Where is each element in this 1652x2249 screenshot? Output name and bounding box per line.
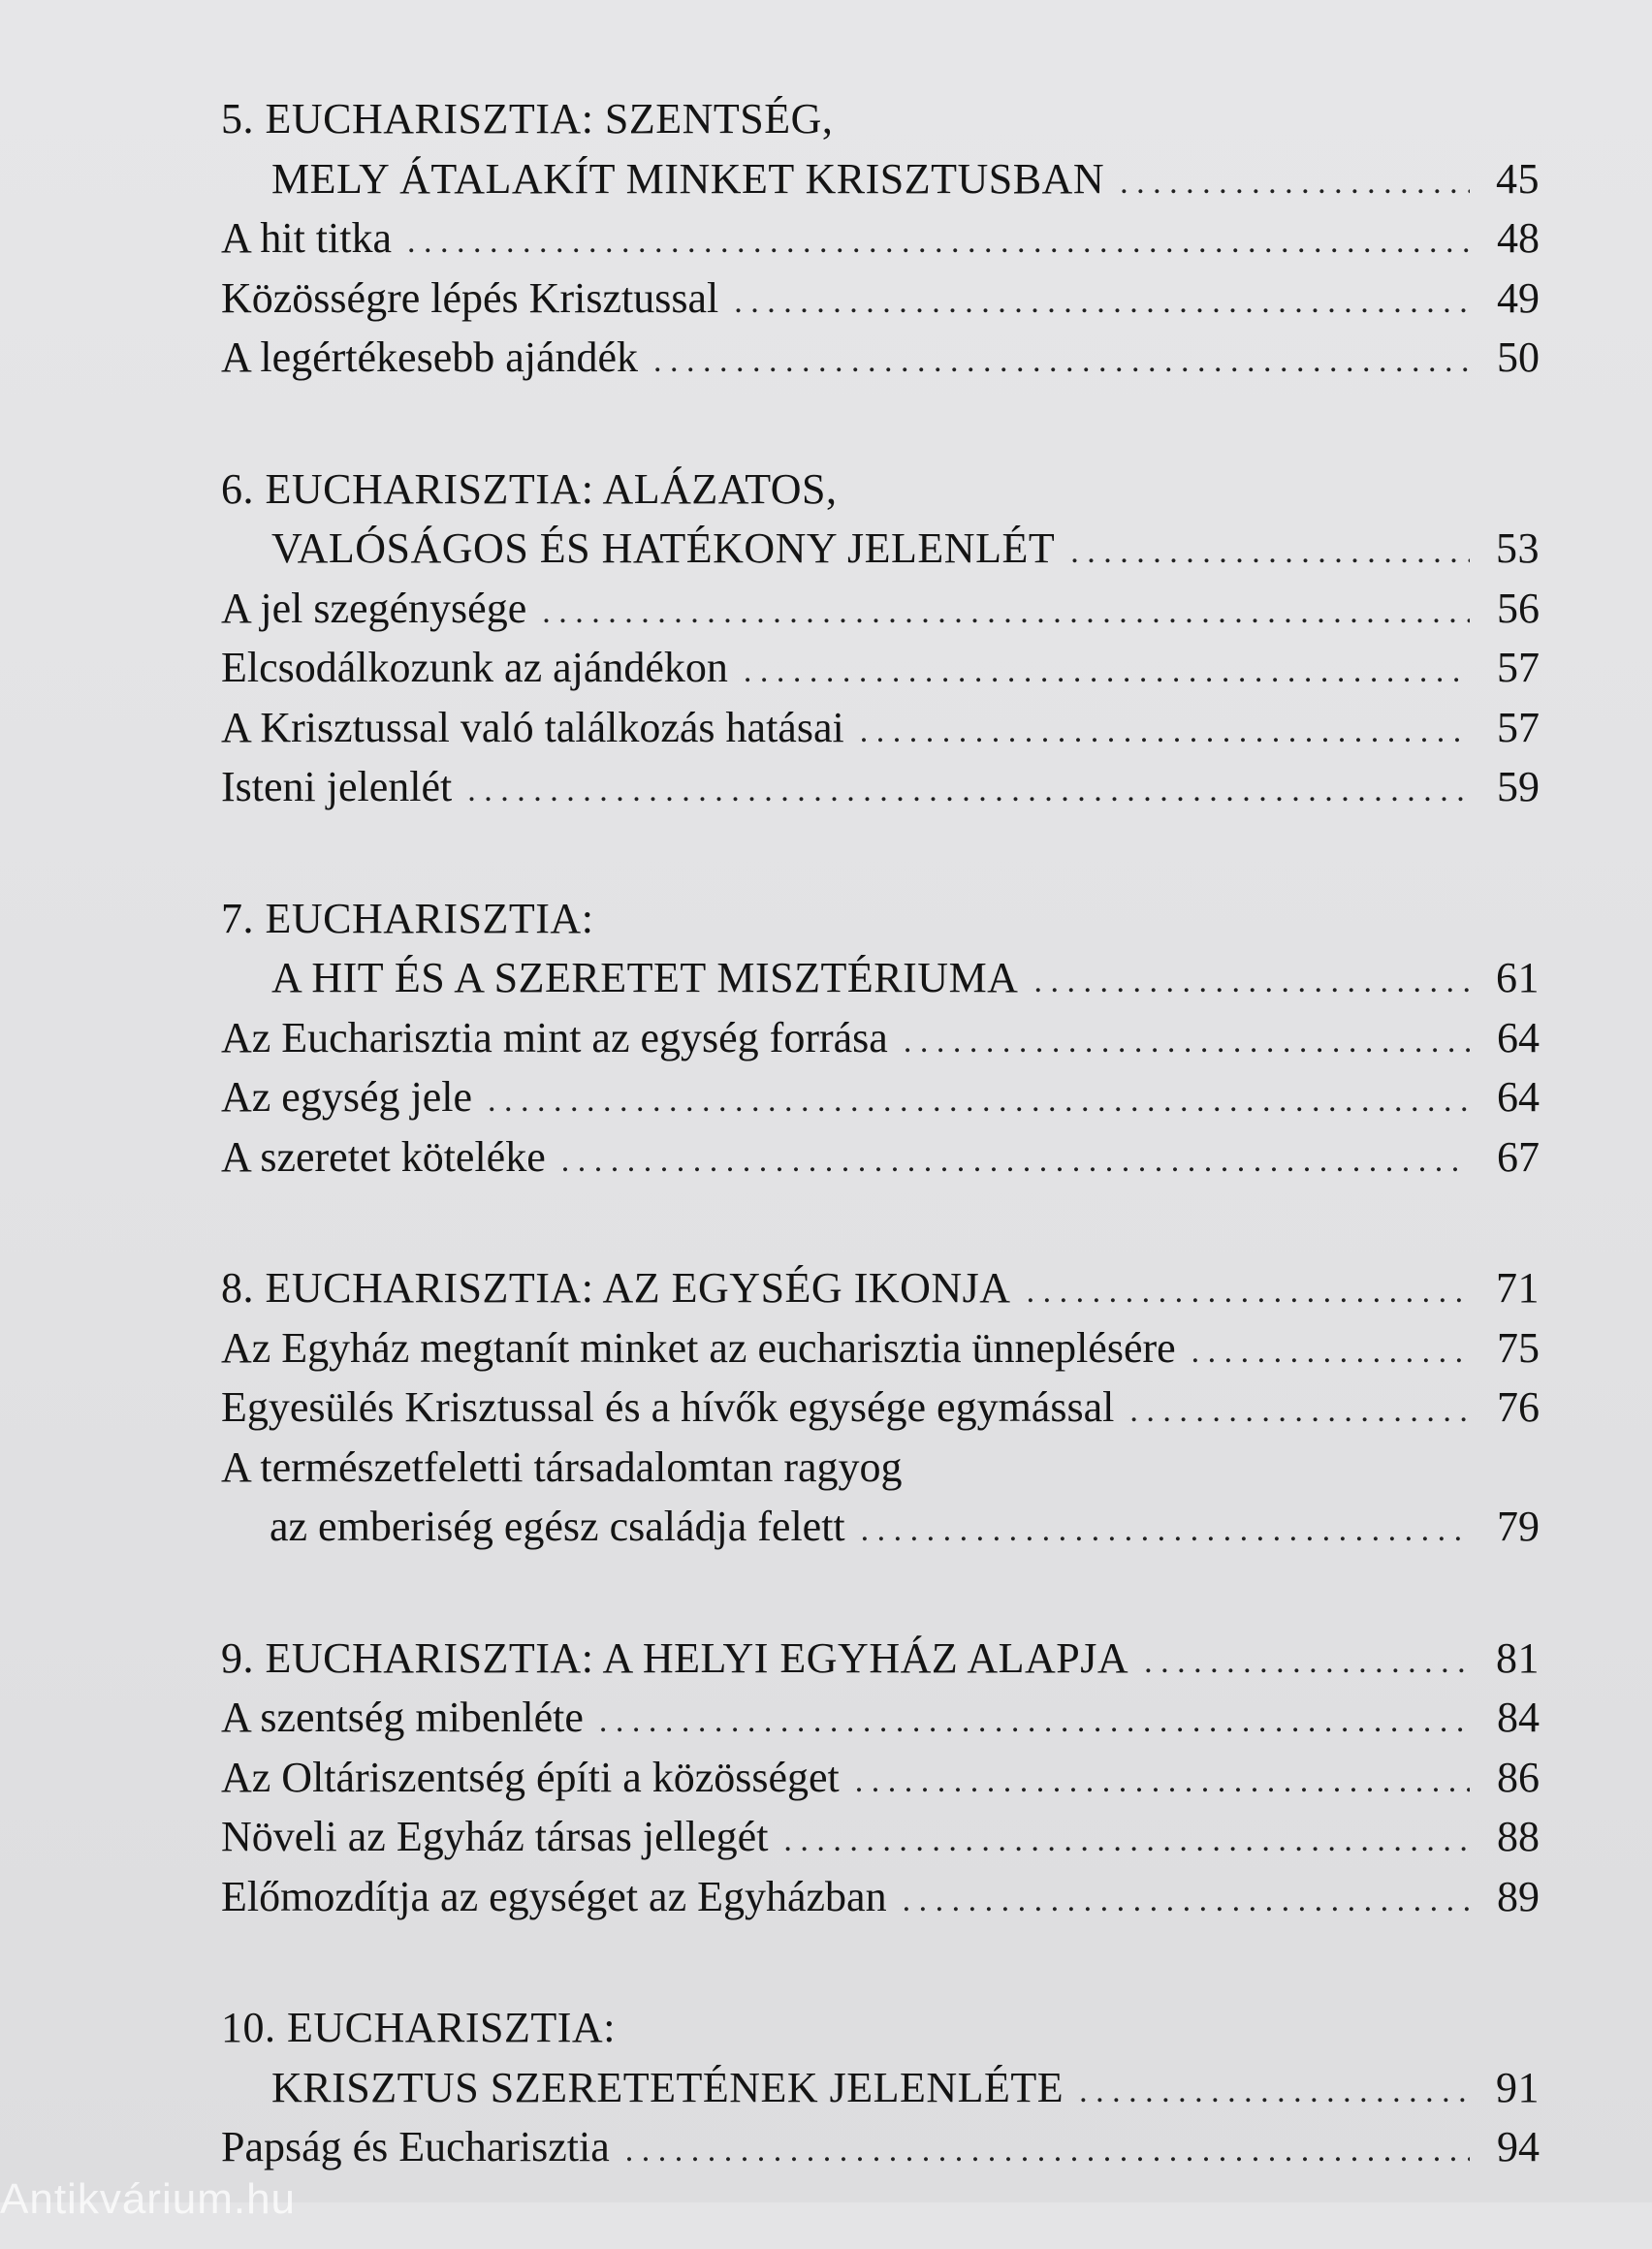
dot-leader — [1144, 1632, 1470, 1693]
toc-entry-title: VALÓSÁGOS ÉS HATÉKONY JELENLÉT — [271, 524, 1056, 572]
toc-entry-title: az emberiség egész családja felett — [270, 1503, 845, 1550]
toc-section — [221, 1258, 1540, 1557]
toc-entry-title: 5. EUCHARISZTIA: SZENTSÉG, — [221, 95, 834, 143]
toc-entry — [221, 1807, 1540, 1867]
toc-entry-title: A jel szegénysége — [221, 584, 527, 632]
toc-page-number: 50 — [1497, 333, 1540, 381]
toc-entry — [221, 579, 1540, 639]
toc-page-number: 59 — [1497, 763, 1540, 810]
toc-chapter-heading — [221, 459, 1540, 520]
toc-entry-title: Előmozdítja az egységet az Egyházban — [221, 1872, 887, 1920]
dot-leader — [744, 642, 1470, 702]
dot-leader — [855, 1752, 1470, 1812]
toc-page-number: 89 — [1497, 1872, 1540, 1920]
toc-entry-title: A Krisztussal való találkozás hatásai — [221, 703, 844, 751]
toc-page-number: 67 — [1497, 1132, 1540, 1181]
toc-entry-title: 9. EUCHARISZTIA: A HELYI EGYHÁZ ALAPJA — [221, 1633, 1129, 1682]
toc-entry-title: Az Eucharisztia mint az egység forrása — [221, 1013, 888, 1061]
toc-page-number: 79 — [1497, 1503, 1540, 1550]
toc-entry-title: 10. EUCHARISZTIA: — [221, 2004, 616, 2051]
toc-chapter-heading — [221, 948, 1540, 1008]
toc-entry-title: A szeretet köteléke — [221, 1132, 546, 1181]
toc-entry-title: 7. EUCHARISZTIA: — [221, 894, 594, 942]
toc-entry — [221, 2117, 1540, 2177]
toc-page-number: 84 — [1497, 1694, 1540, 1741]
toc-entry-title: A természetfeletti társadalomtan ragyog — [221, 1442, 903, 1491]
toc-entry — [221, 1497, 1540, 1557]
toc-page-number: 88 — [1497, 1813, 1540, 1860]
toc-page-number: 61 — [1496, 954, 1540, 1001]
toc-page-number: 94 — [1497, 2123, 1540, 2170]
toc-entry-title: 6. EUCHARISZTIA: ALÁZATOS, — [221, 464, 838, 513]
toc-entry — [221, 1688, 1540, 1748]
toc-entry — [221, 757, 1540, 817]
toc-chapter-heading — [221, 149, 1540, 209]
toc-entry-title: Papság és Eucharisztia — [221, 2123, 610, 2170]
dot-leader — [734, 272, 1470, 333]
toc-chapter-heading — [221, 889, 1540, 949]
toc-chapter-heading — [221, 2058, 1540, 2118]
watermark: Antikvárium.hu — [0, 2175, 297, 2223]
toc-page-number: 57 — [1497, 644, 1540, 691]
toc-page-number: 86 — [1497, 1753, 1540, 1801]
toc-page-number: 64 — [1497, 1013, 1540, 1061]
toc-entry-title: 8. EUCHARISZTIA: AZ EGYSÉG IKONJA — [221, 1264, 1011, 1312]
toc-section — [221, 1629, 1540, 1927]
dot-leader — [861, 1501, 1470, 1561]
dot-leader — [488, 1071, 1470, 1131]
toc-page-number: 45 — [1496, 154, 1540, 203]
table-of-contents — [221, 89, 1540, 2249]
dot-leader — [625, 2121, 1470, 2181]
dot-leader — [599, 1692, 1470, 1752]
toc-entry — [221, 638, 1540, 698]
toc-page-number: 49 — [1497, 273, 1540, 322]
toc-section — [221, 1998, 1540, 2177]
toc-entry — [221, 1438, 1540, 1498]
toc-page-number: 64 — [1497, 1073, 1540, 1121]
toc-entry-title: Az Egyház megtanít minket az eucharisztia ünneplésére — [221, 1323, 1176, 1372]
toc-entry-title: Közösségre lépés Krisztussal — [221, 273, 719, 322]
dot-leader — [1191, 1322, 1470, 1382]
toc-entry-title: A HIT ÉS A SZERETET MISZTÉRIUMA — [271, 954, 1019, 1001]
toc-page-number: 91 — [1496, 2063, 1540, 2111]
toc-entry-title: Elcsodálkozunk az ajándékon — [221, 644, 728, 691]
toc-page-number: 71 — [1496, 1264, 1540, 1312]
dot-leader — [1079, 2062, 1470, 2122]
dot-leader — [653, 332, 1470, 392]
dot-leader — [904, 1012, 1470, 1072]
toc-entry-title: Az Oltáriszentség építi a közösséget — [221, 1753, 840, 1801]
toc-section — [221, 459, 1540, 817]
toc-entry-title: A szentség mibenléte — [221, 1694, 584, 1741]
toc-section — [221, 89, 1540, 388]
toc-entry — [221, 1127, 1540, 1188]
toc-chapter-heading — [221, 1629, 1540, 1689]
dot-leader — [903, 1871, 1470, 1931]
toc-chapter-heading — [221, 1998, 1540, 2058]
toc-entry — [221, 208, 1540, 269]
toc-chapter-heading — [221, 1258, 1540, 1318]
toc-entry-title: Isteni jelenlét — [221, 763, 453, 810]
toc-page-number: 76 — [1497, 1383, 1540, 1431]
toc-chapter-heading — [221, 519, 1540, 579]
toc-section — [221, 889, 1540, 1188]
dot-leader — [542, 583, 1470, 643]
toc-entry-title: Egyesülés Krisztussal és a hívők egysége egymással — [221, 1383, 1115, 1431]
dot-leader — [467, 761, 1470, 821]
toc-entry-title: A hit titka — [221, 214, 392, 262]
dot-leader — [407, 212, 1470, 272]
toc-entry — [221, 328, 1540, 388]
toc-page-number: 75 — [1497, 1323, 1540, 1372]
toc-entry — [221, 1867, 1540, 1927]
toc-page-number: 57 — [1497, 703, 1540, 751]
toc-entry-title: KRISZTUS SZERETETÉNEK JELENLÉTE — [271, 2063, 1064, 2111]
toc-page-number: 81 — [1496, 1633, 1540, 1682]
dot-leader — [1120, 153, 1470, 213]
toc-entry-title: Növeli az Egyház társas jellegét — [221, 1813, 769, 1860]
toc-entry-title: A legértékesebb ajándék — [221, 333, 639, 381]
toc-page-number: 56 — [1497, 584, 1540, 632]
toc-entry — [221, 1318, 1540, 1378]
dot-leader — [1070, 523, 1470, 583]
dot-leader — [783, 1811, 1470, 1871]
toc-entry — [221, 1008, 1540, 1068]
dot-leader — [1033, 952, 1470, 1012]
dot-leader — [1027, 1262, 1470, 1322]
toc-entry — [221, 1067, 1540, 1127]
toc-entry-title: MELY ÁTALAKÍT MINKET KRISZTUSBAN — [271, 154, 1105, 203]
dot-leader — [1129, 1381, 1470, 1441]
toc-entry-title: Az egység jele — [221, 1073, 472, 1121]
toc-entry — [221, 1748, 1540, 1808]
toc-page-number: 53 — [1496, 524, 1540, 572]
toc-entry — [221, 269, 1540, 329]
dot-leader — [860, 702, 1470, 762]
toc-page-number: 48 — [1497, 214, 1540, 262]
toc-entry — [221, 698, 1540, 758]
dot-leader — [561, 1131, 1470, 1191]
toc-entry — [221, 1378, 1540, 1438]
toc-chapter-heading — [221, 89, 1540, 149]
